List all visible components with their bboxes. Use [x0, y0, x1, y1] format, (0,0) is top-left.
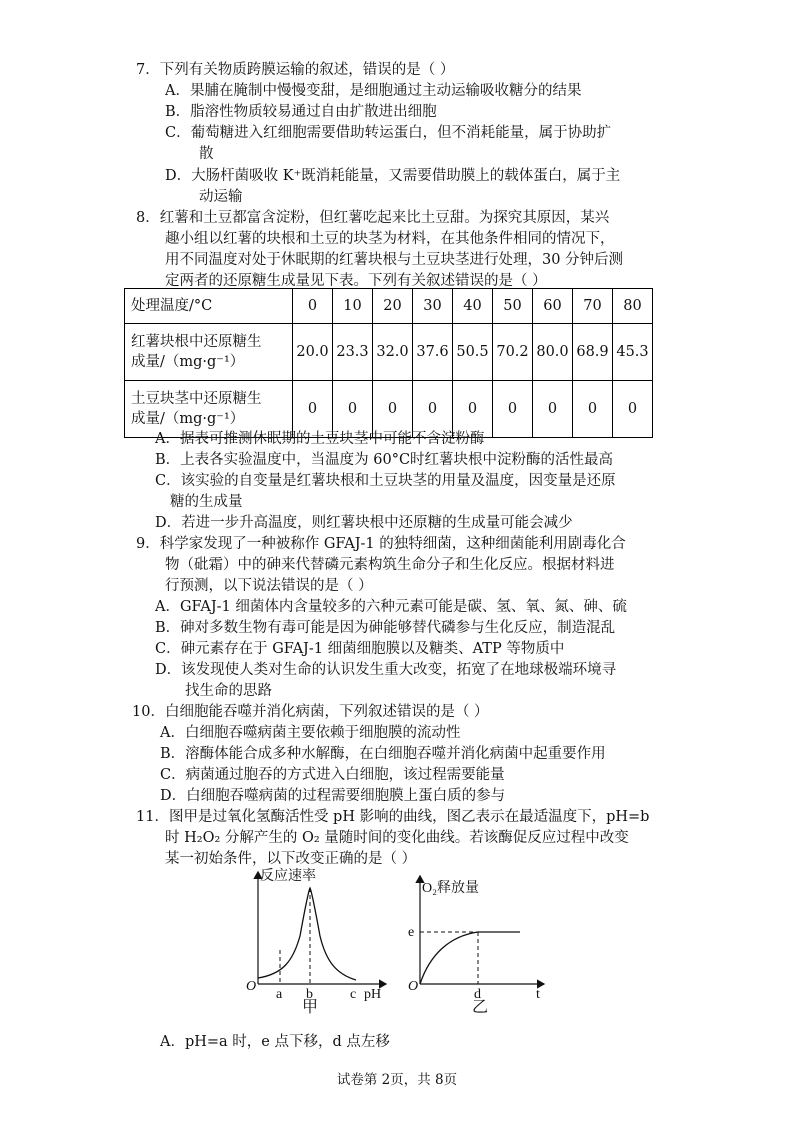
- y-axis-label: 反应速率: [260, 869, 316, 884]
- q9-stem-line3: 行预测，以下说法错误的是（ ）: [165, 578, 373, 594]
- tick-a: a: [276, 987, 283, 1002]
- table-cell: 0: [533, 381, 573, 438]
- q8-stem-line4: 定两者的还原糖生成量见下表。下列有关叙述错误的是（ ）: [165, 273, 547, 289]
- table-temp-cell: 50: [493, 289, 533, 324]
- q8-option-a: A．据表可推测休眠期的土豆块茎中可能不含淀粉酶: [155, 431, 485, 447]
- q8-stem-line1: 8．红薯和土豆都富含淀粉，但红薯吃起来比土豆甜。为探究其原因，某兴: [136, 210, 610, 226]
- tick-e: e: [408, 925, 415, 940]
- q10-option-b: B．溶酶体能合成多种水解酶，在白细胞吞噬并消化病菌中起重要作用: [160, 746, 606, 762]
- q9-option-a: A．GFAJ-1 细菌体内含量较多的六种元素可能是碳、氢、氧、氮、砷、硫: [155, 599, 627, 615]
- q8-stem-line2: 趣小组以红薯的块根和土豆的块茎为材料，在其他条件相同的情况下，: [165, 231, 615, 247]
- q9-stem-line2: 物（砒霜）中的砷来代替磷元素构筑生命分子和生化反应。根据材料进: [165, 557, 615, 573]
- origin-label: O: [246, 979, 257, 994]
- q9-option-d: D．该发现使人类对生命的认识发生重大改变，拓宽了在地球极端环境寻: [155, 662, 617, 678]
- table-cell: 70.2: [493, 324, 533, 381]
- table-cell: 37.6: [413, 324, 453, 381]
- enzyme-activity-curve: [258, 888, 356, 980]
- x-axis-label: t: [536, 987, 540, 1002]
- tick-c: c: [350, 987, 357, 1002]
- q10-option-a: A．白细胞吞噬病菌主要依赖于细胞膜的流动性: [160, 725, 461, 741]
- q10-option-c: C．病菌通过胞吞的方式进入白细胞，该过程需要能量: [160, 767, 505, 783]
- q11-stem-line3: 某一初始条件，以下改变正确的是（ ）: [165, 851, 417, 867]
- table-temp-cell: 0: [293, 289, 333, 324]
- table-temp-cell: 70: [573, 289, 613, 324]
- q9-option-b: B．砷对多数生物有毒可能是因为砷能够替代磷参与生化反应，制造混乱: [155, 620, 616, 636]
- q11-stem-line2: 时 H₂O₂ 分解产生的 O₂ 量随时间的变化曲线。若该酶促反应过程中改变: [165, 830, 629, 846]
- q7-option-c: C．葡萄糖进入红细胞需要借助转运蛋白，但不消耗能量，属于协助扩: [165, 125, 612, 141]
- graph-caption: 甲: [302, 999, 319, 1016]
- row-label-line2: 成量/（mg·g⁻¹）: [131, 354, 245, 370]
- table-temp-cell: 30: [413, 289, 453, 324]
- q7-option-c-cont: 散: [199, 146, 214, 162]
- row-label-line1: 土豆块茎中还原糖生: [131, 391, 262, 407]
- q9-option-d-cont: 找生命的思路: [185, 683, 272, 699]
- tick-b: b: [306, 987, 313, 1002]
- table-row-label: [125, 324, 293, 381]
- origin-label: O: [408, 979, 419, 994]
- table-cell: 0: [493, 381, 533, 438]
- table-cell: 68.9: [573, 324, 613, 381]
- row-label-line1: 红薯块根中还原糖生: [131, 334, 262, 350]
- table-temp-cell: 60: [533, 289, 573, 324]
- tick-d: d: [474, 987, 481, 1002]
- q8-option-b: B．上表各实验温度中，当温度为 60°C时红薯块根中淀粉酶的活性最高: [155, 452, 614, 468]
- table-cell: 0: [573, 381, 613, 438]
- table-temp-cell: 10: [333, 289, 373, 324]
- table-cell: 20.0: [293, 324, 333, 381]
- y-axis-label: O₂释放量: [422, 881, 479, 896]
- table-cell: 50.5: [453, 324, 493, 381]
- table-cell: 0: [453, 381, 493, 438]
- table-cell: 0: [413, 381, 453, 438]
- q11-option-a: A．pH=a 时，e 点下移，d 点左移: [160, 1034, 390, 1050]
- q7-stem: 7．下列有关物质跨膜运输的叙述，错误的是（ ）: [136, 62, 455, 78]
- q10-option-d: D．白细胞吞噬病菌的过程需要细胞膜上蛋白质的参与: [160, 788, 506, 804]
- q8-stem-line3: 用不同温度对处于休眠期的红薯块根与土豆块茎进行处理，30 分钟后测: [165, 252, 624, 268]
- graph-jia: [238, 866, 398, 1016]
- table-temp-cell: 40: [453, 289, 493, 324]
- q11-stem-line1: 11．图甲是过氧化氢酶活性受 pH 影响的曲线，图乙表示在最适温度下，pH=b: [136, 809, 650, 825]
- q8-option-d: D．若进一步升高温度，则红薯块根中还原糖的生成量可能会减少: [155, 515, 573, 531]
- table-cell: 0: [613, 381, 653, 438]
- graph-yi: [402, 866, 552, 1016]
- table-header-row: [125, 289, 653, 324]
- q8-option-c: C．该实验的自变量是红薯块根和土豆块茎的用量及温度，因变量是还原: [155, 473, 616, 489]
- table-cell: 0: [373, 381, 413, 438]
- o2-release-curve: [420, 932, 520, 984]
- table-cell: 32.0: [373, 324, 413, 381]
- q7-option-d-cont: 动运输: [199, 189, 243, 205]
- q10-stem: 10．白细胞能吞噬并消化病菌，下列叙述错误的是（ ）: [132, 704, 489, 720]
- table-temp-cell: 20: [373, 289, 413, 324]
- q9-option-c: C．砷元素存在于 GFAJ-1 细菌细胞膜以及糖类、ATP 等物质中: [155, 641, 565, 657]
- table-row-sweet-potato: [125, 324, 653, 381]
- q7-option-a: A．果脯在腌制中慢慢变甜，是细胞通过主动运输吸收糖分的结果: [165, 83, 582, 99]
- q8-option-c-cont: 糖的生成量: [170, 494, 243, 510]
- table-header-label: 处理温度/°C: [125, 289, 293, 324]
- table-temp-cell: 80: [613, 289, 653, 324]
- page-footer: 试卷第 2页，共 8页: [336, 1072, 458, 1088]
- q7-option-d: D．大肠杆菌吸收 K⁺既消耗能量，又需要借助膜上的载体蛋白，属于主: [165, 168, 621, 184]
- table-cell: 0: [293, 381, 333, 438]
- q9-stem-line1: 9．科学家发现了一种被称作 GFAJ-1 的独特细菌，这种细菌能利用剧毒化合: [136, 536, 626, 552]
- table-cell: 23.3: [333, 324, 373, 381]
- x-axis-label: pH: [364, 987, 382, 1002]
- row-label-line2: 成量/（mg·g⁻¹）: [131, 411, 245, 427]
- graph-caption: 乙: [472, 999, 489, 1016]
- q8-data-table: [124, 288, 653, 438]
- table-cell: 0: [333, 381, 373, 438]
- table-cell: 45.3: [613, 324, 653, 381]
- q7-option-b: B．脂溶性物质较易通过自由扩散进出细胞: [165, 104, 437, 120]
- table-cell: 80.0: [533, 324, 573, 381]
